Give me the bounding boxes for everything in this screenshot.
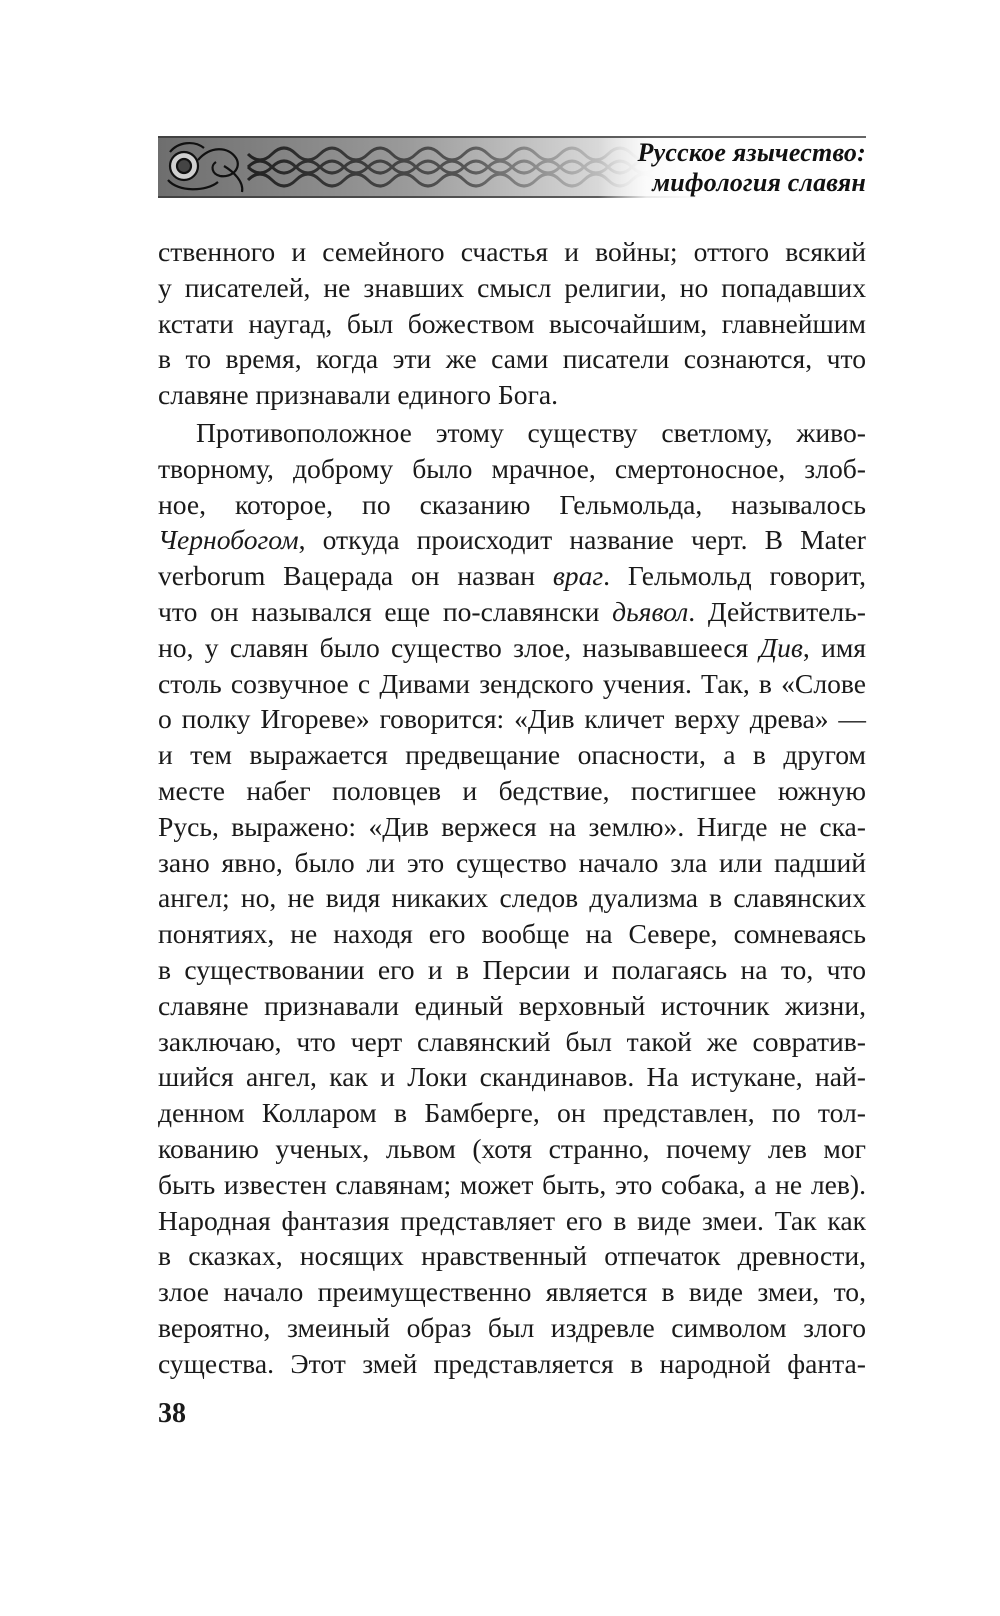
text-line: Чернобогом, откуда происходит название черт. В Mater (158, 524, 866, 556)
page-number: 38 (158, 1398, 186, 1429)
text-line: ное, которое, по сказанию Гельмольда, называлось (158, 488, 866, 520)
italic-term: враг (552, 560, 604, 592)
text-line: Противоположное этому существу светлому, живо- (196, 416, 866, 448)
text-line: злое начало преимущественно является в виде змеи, то, (158, 1276, 866, 1308)
text-line: вероятно, змеиный образ был издревле символом злого (158, 1311, 866, 1343)
italic-term: Див (759, 631, 803, 663)
italic-term: дьявол (612, 595, 689, 627)
text-line: творному, доброму было мрачное, смертоносное, злоб- (158, 452, 866, 484)
text-line: существа. Этот змей представляется в народной фанта- (158, 1347, 866, 1379)
text-line: о полку Игореве» говорится: «Див кличет верху древа» — (158, 703, 866, 735)
text-line: славяне признавали единого Бога. (158, 379, 559, 411)
text-line: у писателей, не знавших смысл религии, но попадавших (158, 271, 866, 303)
text-line: шийся ангел, как и Локи скандинавов. На истукане, най- (158, 1061, 866, 1093)
text-line: денном Колларом в Бамберге, он представлен, по тол- (158, 1097, 866, 1129)
text-line: славяне признавали единый верховный источник жизни, (158, 989, 866, 1021)
header-title-line-2: мифология славян (652, 168, 866, 197)
text-line: verborum Вацерада он назван враг. Гельмольд говорит, (158, 560, 866, 592)
running-header (158, 136, 866, 198)
text-line: в сказках, носящих нравственный отпечаток древности, (158, 1240, 866, 1272)
text-line: кстати наугад, был божеством высочайшим, главнейшим (158, 307, 866, 339)
text-line: в существовании его и в Персии и полагаясь на то, что (158, 953, 866, 985)
text-line: в то время, когда эти же сами писатели сознаются, что (158, 343, 866, 375)
running-header-title (598, 138, 866, 198)
body-text (158, 234, 866, 1382)
text-line: Народная фантазия представляет его в виде змеи. Так как (158, 1204, 866, 1236)
text-line: ангел; но, не видя никаких следов дуализма в славянских (158, 882, 866, 914)
text-line: столь созвучное с Дивами зендского учения. Так, в «Слове (158, 667, 866, 699)
text-line: и тем выражается предвещание опасности, а в другом (158, 739, 866, 771)
paragraph (158, 415, 866, 1382)
text-line: что он назывался еще по-славянски дьявол. Действитель- (158, 595, 866, 627)
text-line: кованию ученых, львом (хотя странно, почему лев мог (158, 1132, 866, 1164)
text-line: зано явно, было ли это существо начало зла или падший (158, 846, 866, 878)
paragraph (158, 234, 866, 413)
header-title-line-1: Русское язычество: (637, 138, 866, 167)
text-line: заключаю, что черт славянский был такой же совратив- (158, 1025, 866, 1057)
text-line: ственного и семейного счастья и войны; оттого всякий (158, 236, 866, 267)
text-line: но, у славян было существо злое, называвшееся Див, имя (158, 631, 866, 663)
text-line: Русь, выражено: «Див вержеся на землю». Нигде не ска- (158, 810, 866, 842)
text-line: месте набег половцев и бедствие, постигшее южную (158, 774, 866, 806)
text-line: быть известен славянам; может быть, это собака, а не лев). (158, 1168, 866, 1200)
italic-term: Чернобогом (158, 524, 299, 556)
text-line: понятиях, не находя его вообще на Севере, сомневаясь (158, 918, 866, 950)
